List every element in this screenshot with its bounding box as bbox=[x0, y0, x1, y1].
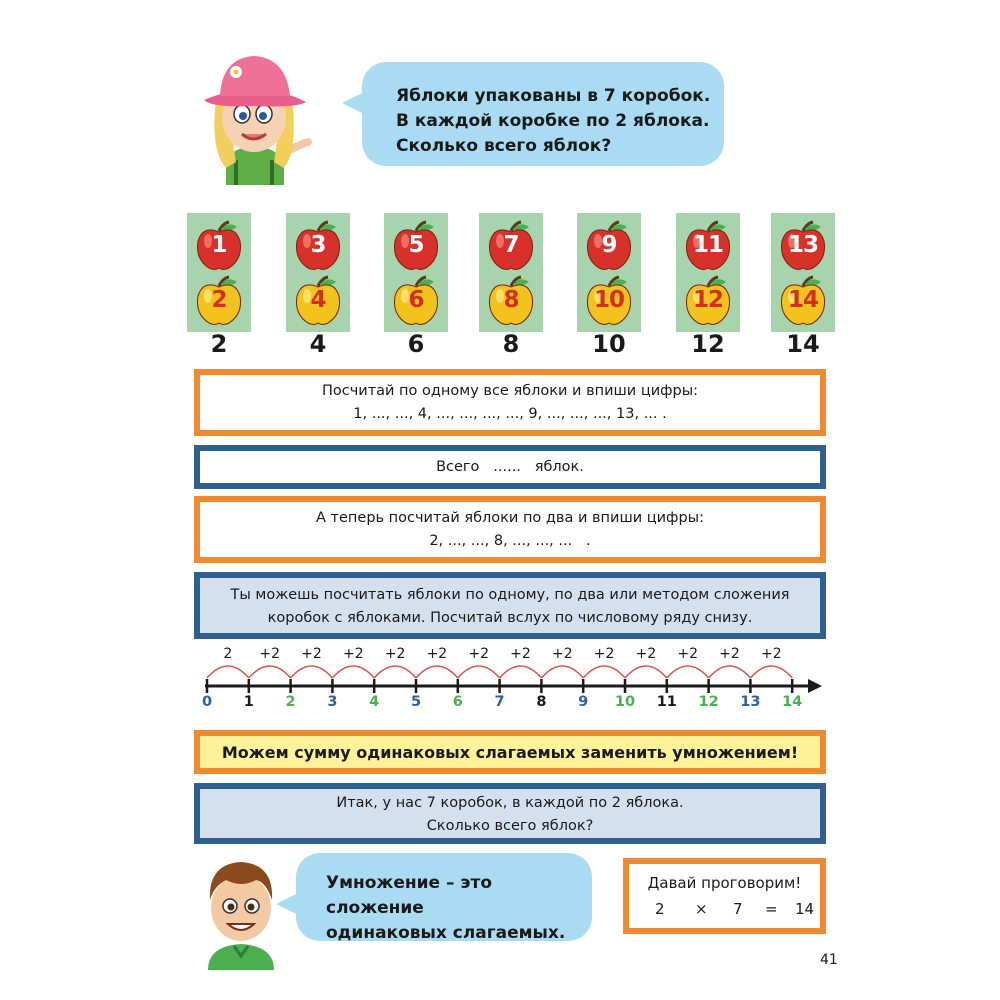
bubble-line: В каждой коробке по 2 яблока. bbox=[396, 111, 710, 131]
jump-label: +2 bbox=[551, 646, 573, 662]
panel-text: Сколько всего яблок? bbox=[426, 818, 594, 834]
jump-arc bbox=[625, 666, 667, 678]
apple-number: 14 bbox=[787, 287, 818, 313]
number-line-label: 6 bbox=[452, 694, 463, 710]
panel-text: А теперь посчитай яблоки по два и впиши цифры: bbox=[316, 510, 704, 526]
box-running-total: 4 bbox=[309, 330, 327, 358]
number-line-label: 8 bbox=[536, 694, 547, 710]
number-line-label: 9 bbox=[578, 694, 589, 710]
apple-number: 7 bbox=[503, 232, 519, 258]
box-running-total: 2 bbox=[210, 330, 228, 358]
red-apple-icon bbox=[292, 219, 344, 271]
rule-panel bbox=[194, 730, 826, 774]
bubble-tail bbox=[276, 893, 298, 915]
panel-text: Итак, у нас 7 коробок, в каждой по 2 яблока. bbox=[336, 795, 684, 811]
count-by-one-panel bbox=[194, 369, 826, 436]
equation-factor-b: 7 bbox=[733, 900, 743, 918]
methods-panel bbox=[194, 572, 826, 639]
box-running-total: 14 bbox=[786, 330, 820, 358]
yellow-apple-icon bbox=[390, 274, 442, 326]
bubble-line: одинаковых слагаемых. bbox=[326, 923, 566, 943]
jump-arcs bbox=[207, 666, 792, 678]
panel-text: Можем сумму одинаковых слагаемых заменить умножением! bbox=[221, 743, 799, 762]
yellow-apple-icon bbox=[777, 274, 829, 326]
panel-text: коробок с яблоками. Посчитай вслух по числовому ряду снизу. bbox=[267, 610, 753, 626]
red-apple-icon bbox=[485, 219, 537, 271]
jump-arc bbox=[249, 666, 291, 678]
jump-arc bbox=[416, 666, 458, 678]
bubble-tail bbox=[342, 92, 364, 114]
jump-arc bbox=[667, 666, 709, 678]
jump-label: +2 bbox=[259, 646, 280, 662]
boy-character-illustration bbox=[196, 852, 286, 970]
box-running-total: 10 bbox=[592, 330, 626, 358]
red-apple-icon bbox=[390, 219, 442, 271]
jump-label: +2 bbox=[677, 646, 698, 662]
yellow-apple-icon bbox=[292, 274, 344, 326]
count-by-two-panel bbox=[194, 496, 826, 563]
equation-operator: × bbox=[695, 900, 708, 918]
box-running-total: 8 bbox=[502, 330, 520, 358]
total-panel bbox=[194, 445, 826, 489]
apple-number: 9 bbox=[601, 232, 617, 258]
jump-arc bbox=[541, 666, 583, 678]
apple-number: 6 bbox=[408, 287, 424, 313]
number-line-label: 12 bbox=[698, 694, 719, 710]
jump-arc bbox=[750, 666, 792, 678]
jump-arc bbox=[291, 666, 333, 678]
apple-number: 11 bbox=[692, 232, 723, 258]
red-apple-icon bbox=[583, 219, 635, 271]
apple-number: 12 bbox=[692, 287, 723, 313]
jump-arc bbox=[332, 666, 374, 678]
apple-number: 1 bbox=[211, 232, 227, 258]
apple-number: 3 bbox=[310, 232, 326, 258]
panel-text: Посчитай по одному все яблоки и впиши цифры: bbox=[321, 383, 699, 399]
bubble-line: Яблоки упакованы в 7 коробок. bbox=[396, 86, 711, 106]
apple-box bbox=[771, 213, 835, 332]
number-line-label: 7 bbox=[494, 694, 505, 710]
summary-panel bbox=[194, 783, 826, 844]
apple-number: 2 bbox=[211, 287, 227, 313]
number-line-label: 1 bbox=[243, 694, 254, 710]
number-line-label: 2 bbox=[285, 694, 296, 710]
jump-arc bbox=[500, 666, 542, 678]
apple-number: 5 bbox=[408, 232, 424, 258]
jump-label: +2 bbox=[510, 646, 531, 662]
apple-box bbox=[286, 213, 350, 332]
apple-number: 13 bbox=[787, 232, 818, 258]
number-line-label: 4 bbox=[369, 694, 380, 710]
apple-number: 4 bbox=[310, 287, 326, 313]
number-line-label: 5 bbox=[410, 694, 422, 710]
jump-label: +2 bbox=[342, 646, 364, 662]
jump-arc bbox=[458, 666, 500, 678]
apple-number: 10 bbox=[593, 287, 624, 313]
number-line bbox=[0, 640, 1000, 730]
yellow-apple-icon bbox=[583, 274, 635, 326]
apple-box bbox=[384, 213, 448, 332]
equation-result: 14 bbox=[795, 900, 815, 918]
jump-label: 2 bbox=[223, 646, 233, 662]
panel-fill-in-text: 1, ..., ..., 4, ..., ..., ..., ..., 9, ..., ..., ..., 13, ... . bbox=[353, 406, 667, 422]
apple-box bbox=[676, 213, 740, 332]
panel-text: Всего ...... яблок. bbox=[436, 459, 584, 475]
panel-text: Ты можешь посчитать яблоки по одному, по два или методом сложения bbox=[230, 587, 790, 603]
yellow-apple-icon bbox=[682, 274, 734, 326]
apple-box bbox=[479, 213, 543, 332]
apple-number: 8 bbox=[503, 287, 519, 313]
jump-arc bbox=[374, 666, 416, 678]
box-running-total: 12 bbox=[691, 330, 725, 358]
number-line-label: 13 bbox=[740, 694, 761, 710]
jump-label: +2 bbox=[719, 646, 740, 662]
red-apple-icon bbox=[193, 219, 245, 271]
number-line-label: 14 bbox=[782, 694, 803, 710]
apple-box bbox=[187, 213, 251, 332]
jump-arc bbox=[583, 666, 625, 678]
red-apple-icon bbox=[777, 219, 829, 271]
number-line-arrow bbox=[808, 679, 822, 693]
number-line-label: 0 bbox=[201, 694, 213, 710]
equation-equals: = bbox=[765, 900, 778, 918]
top-speech-bubble bbox=[362, 62, 724, 166]
bottom-speech-bubble bbox=[296, 853, 592, 941]
bubble-line: Умножение – это сложение bbox=[326, 873, 493, 918]
panel-fill-in-text: 2, ..., ..., 8, ..., ..., ... . bbox=[429, 533, 591, 549]
jump-arc bbox=[709, 666, 751, 678]
number-line-label: 11 bbox=[656, 694, 677, 710]
number-line-label: 10 bbox=[614, 694, 636, 710]
jump-label: +2 bbox=[468, 646, 489, 662]
jump-label: +2 bbox=[384, 646, 406, 662]
jump-label: +2 bbox=[760, 646, 782, 662]
yellow-apple-icon bbox=[193, 274, 245, 326]
jump-label: +2 bbox=[593, 646, 615, 662]
box-running-total: 6 bbox=[407, 330, 425, 358]
apple-box bbox=[577, 213, 641, 332]
jump-label: +2 bbox=[301, 646, 322, 662]
jump-label: +2 bbox=[426, 646, 448, 662]
jump-label: +2 bbox=[635, 646, 657, 662]
jump-arc bbox=[207, 666, 249, 678]
bubble-line: Сколько всего яблок? bbox=[396, 136, 612, 156]
say-it-box bbox=[623, 858, 826, 934]
number-line-label: 3 bbox=[327, 694, 338, 710]
say-it-title: Давай проговорим! bbox=[647, 874, 802, 892]
equation-factor-a: 2 bbox=[655, 900, 665, 918]
red-apple-icon bbox=[682, 219, 734, 271]
girl-character-illustration bbox=[196, 50, 316, 185]
page-number: 41 bbox=[820, 952, 838, 968]
yellow-apple-icon bbox=[485, 274, 537, 326]
